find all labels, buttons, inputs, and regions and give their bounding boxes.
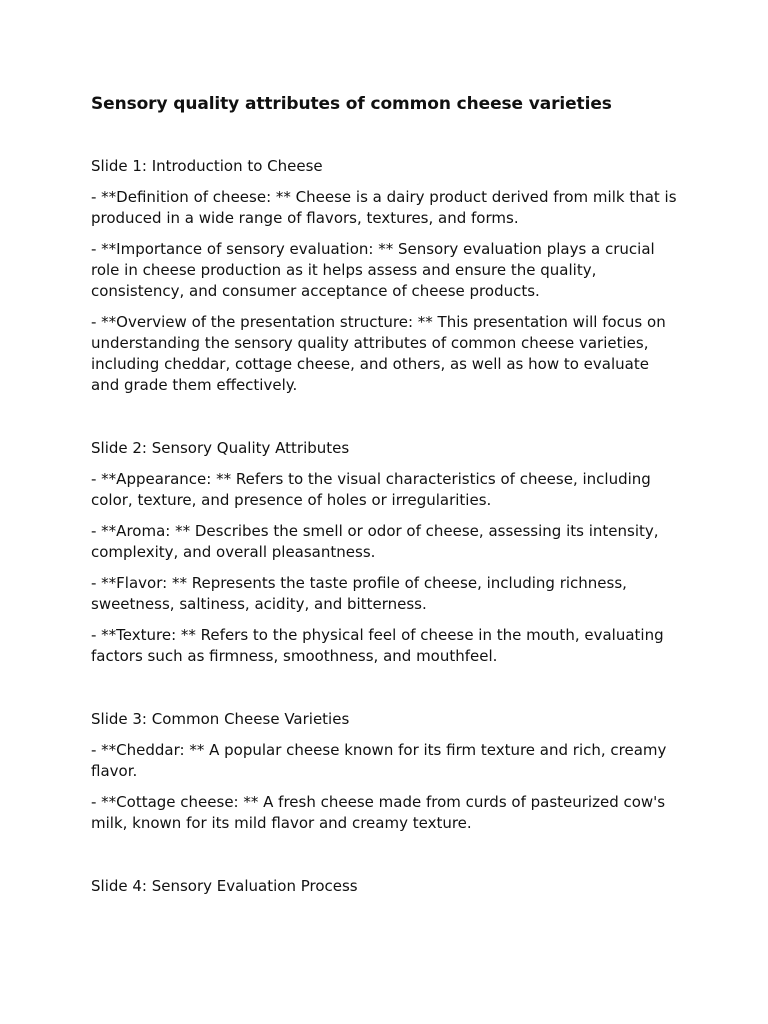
slide-heading: Slide 1: Introduction to Cheese	[91, 157, 323, 175]
slide-4-section	[91, 876, 681, 897]
bullet-paragraph: - **Aroma: ** Describes the smell or odor of cheese, assessing its intensity, complexity, and overall pleasantness.	[91, 522, 659, 561]
bullet-paragraph: - **Cottage cheese: ** A fresh cheese made from curds of pasteurized cow's milk, known for its mild flavor and creamy texture.	[91, 793, 666, 832]
bullet-paragraph: - **Definition of cheese: ** Cheese is a dairy product derived from milk that is produced in a wide range of flavors, textures, and forms.	[91, 188, 677, 227]
bullet-paragraph: - **Overview of the presentation structure: ** This presentation will focus on understanding the sensory quality attributes of common cheese varieties, including cheddar, cottage cheese, and others, as well as how to evaluate and grade them effectively.	[91, 313, 666, 394]
slide-2-section	[91, 438, 681, 667]
bullet-paragraph: - **Flavor: ** Represents the taste profile of cheese, including richness, sweetness, saltiness, acidity, and bitterness.	[91, 574, 627, 613]
bullet-paragraph: - **Cheddar: ** A popular cheese known for its firm texture and rich, creamy flavor.	[91, 741, 667, 780]
slide-1-section	[91, 156, 681, 396]
bullet-paragraph: - **Appearance: ** Refers to the visual characteristics of cheese, including color, texture, and presence of holes or irregularities.	[91, 470, 651, 509]
slide-3-section	[91, 709, 681, 834]
slide-heading: Slide 2: Sensory Quality Attributes	[91, 439, 350, 457]
slide-heading: Slide 3: Common Cheese Varieties	[91, 710, 350, 728]
bullet-paragraph: - **Importance of sensory evaluation: ** Sensory evaluation plays a crucial role in cheese production as it helps assess and ensure the quality, consistency, and consumer acceptance of cheese products.	[91, 240, 655, 300]
bullet-paragraph: - **Texture: ** Refers to the physical feel of cheese in the mouth, evaluating factors such as firmness, smoothness, and mouthfeel.	[91, 626, 664, 665]
document-title: Sensory quality attributes of common cheese varieties	[91, 94, 612, 114]
slide-heading: Slide 4: Sensory Evaluation Process	[91, 877, 358, 895]
document-page	[91, 92, 681, 897]
